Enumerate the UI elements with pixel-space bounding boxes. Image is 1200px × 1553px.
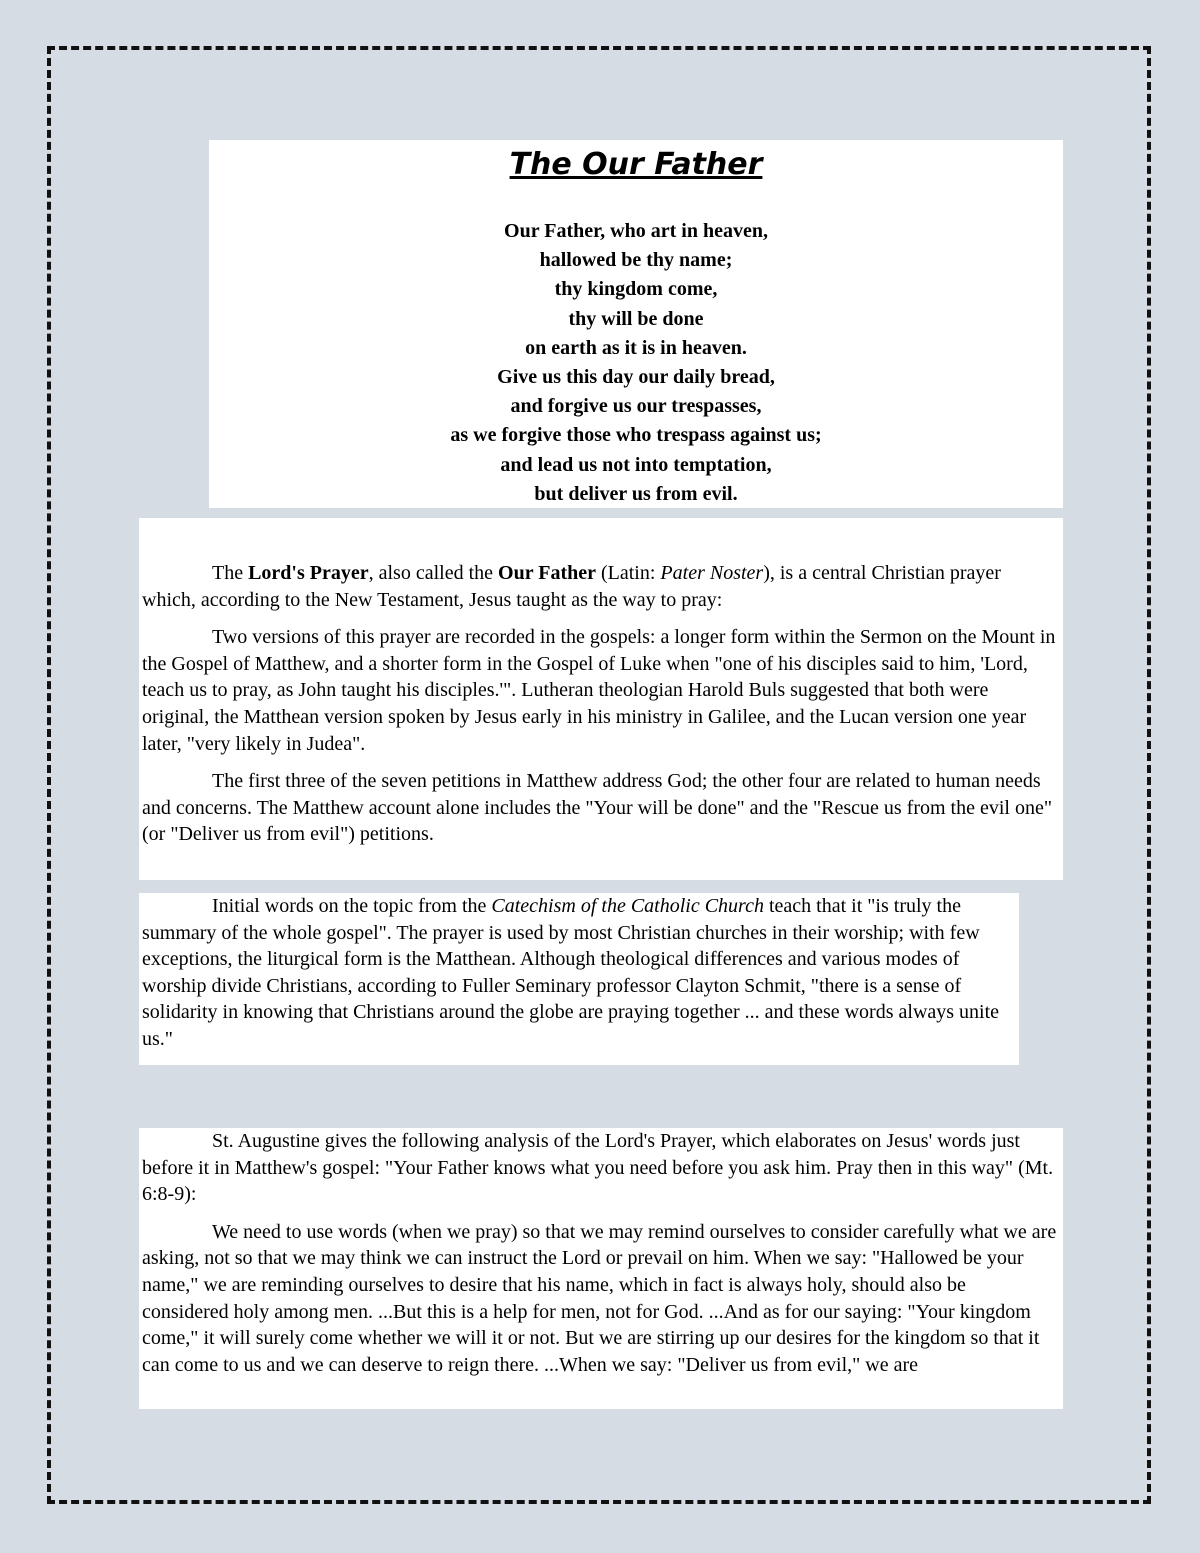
lords-prayer-term: Lord's Prayer (248, 562, 369, 584)
intro-text: The (212, 562, 249, 584)
augustine-intro-paragraph: St. Augustine gives the following analysis of the Lord's Prayer, which elaborates on Jesus' words just before it in Matthew's gospel: "Your Father knows what you need before you ask him. Pray then in this way" (Mt. 6:8-9): (142, 1130, 1054, 1206)
prayer-line: Our Father, who art in heaven, (504, 220, 768, 242)
intro-text: , also called the (368, 562, 499, 584)
our-father-term: Our Father (498, 562, 596, 584)
prayer-lines (209, 217, 1063, 509)
prayer-line: as we forgive those who trespass against us; (450, 424, 822, 447)
prayer-line: thy will be done (568, 307, 704, 330)
intro-text: ), is a central Christian prayer which, according to the New Testament, Jesus taught as the way to pray: (142, 562, 1001, 611)
pater-noster-term: Pater Noster (660, 562, 764, 584)
prayer-line: on earth as it is in heaven. (525, 336, 747, 359)
catechism-title: Catechism of the Catholic Church (491, 895, 764, 917)
catechism-paragraph (142, 893, 1013, 1053)
prayer-box (209, 140, 1063, 508)
petitions-paragraph: The first three of the seven petitions in Matthew address God; the other four are related to human needs and concerns. The Matthew account alone includes the "Your will be done" and the "Rescue us from the evil one" (or "Deliver us from evil") petitions. (142, 770, 1053, 846)
catechism-section (139, 893, 1019, 1065)
prayer-line: thy kingdom come, (554, 278, 718, 301)
prayer-line: and forgive us our trespasses, (510, 395, 762, 418)
prayer-line: and lead us not into temptation, (500, 453, 772, 476)
catechism-text: Initial words on the topic from the (212, 895, 492, 917)
augustine-quote-paragraph: We need to use words (when we pray) so that we may remind ourselves to consider carefully what we are asking, not so that we may think we can instruct the Lord or prevail on him. When we say: "Hallowed be your name," we are reminding ourselves to desire that his name, which in fact is always holy, should also be considered holy among men. ...But this is a help for men, not for God. ...And as for our saying: "Your kingdom come," it will surely come whether we will it or not. But we are stirring up our desires for the kingdom so that it can come to us and we can deserve to reign there. ...When we say: "Deliver us from evil," we are (142, 1220, 1057, 1376)
prayer-line: but deliver us from evil. (534, 482, 738, 505)
prayer-line: Give us this day our daily bread, (497, 366, 775, 389)
versions-paragraph: Two versions of this prayer are recorded in the gospels: a longer form within the Sermon on the Mount in the Gospel of Matthew, and a shorter form in the Gospel of Luke when "one of his disciples said to him, 'Lord, teach us to pray, as John taught his disciples.'". Lutheran theologian Harold Buls suggested that both were original, the Matthean version spoken by Jesus early in his ministry in Galilee, and the Lucan version one year later, "very likely in Judea". (142, 626, 1056, 755)
intro-section (139, 518, 1063, 880)
catechism-text: teach that it "is truly the summary of the whole gospel". The prayer is used by most Christian churches in their worship; with few exceptions, the liturgical form is the Matthean. Although theological differences and various modes of worship divide Christians, according to Fuller Seminary professor Clayton Schmit, "there is a sense of solidarity in knowing that Christians around the globe are praying together ... and these words always unite us." (142, 895, 1000, 1050)
prayer-line: hallowed be thy name; (539, 249, 733, 272)
intro-paragraph (142, 560, 1057, 613)
augustine-section (139, 1128, 1063, 1409)
intro-text: (Latin: (595, 562, 661, 584)
prayer-title: The Our Father (509, 147, 763, 182)
